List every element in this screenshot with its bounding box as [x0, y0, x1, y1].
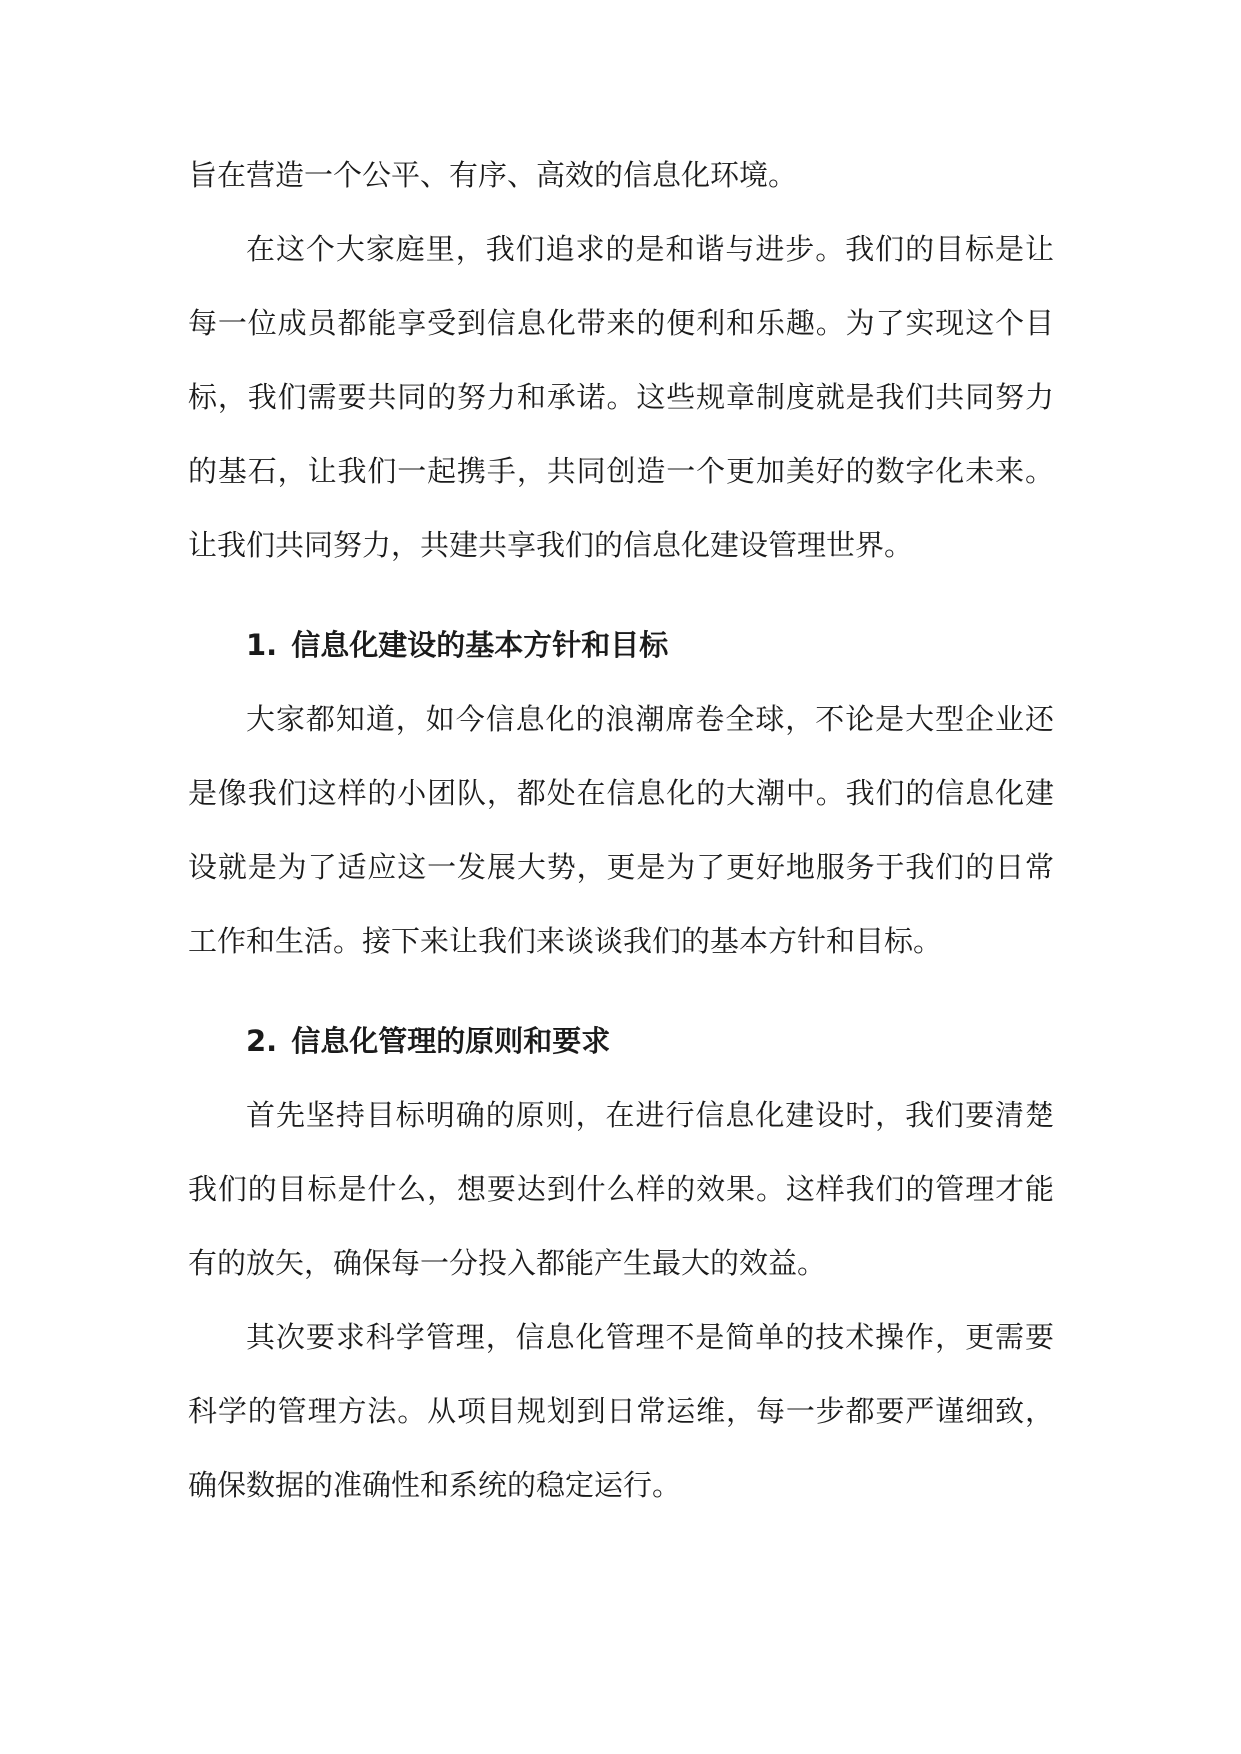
- paragraph-continuation: 旨在营造一个公平、有序、高效的信息化环境。: [188, 158, 798, 192]
- section-number-1: 1.: [246, 628, 278, 662]
- document-body: [188, 138, 1054, 1522]
- paragraph-intro: 在这个大家庭里，我们追求的是和谐与进步。我们的目标是让每一位成员都能享受到信息化带来的便利和乐趣。为了实现这个目标，我们需要共同的努力和承诺。这些规章制度就是我们共同努力的基石，让我们一起携手，共同创造一个更加美好的数字化未来。让我们共同努力，共建共享我们的信息化建设管理世界。: [188, 232, 1054, 562]
- section-heading-1: [188, 608, 1054, 682]
- section-title-1: 信息化建设的基本方针和目标: [291, 628, 669, 662]
- section-title-2: 信息化管理的原则和要求: [291, 1024, 611, 1058]
- section-heading-2: [188, 1004, 1054, 1078]
- section-2-paragraph: 首先坚持目标明确的原则，在进行信息化建设时，我们要清楚我们的目标是什么，想要达到什么样的效果。这样我们的管理才能有的放矢，确保每一分投入都能产生最大的效益。: [188, 1098, 1054, 1280]
- section-number-2: 2.: [246, 1024, 278, 1058]
- section-2-paragraph: 其次要求科学管理，信息化管理不是简单的技术操作，更需要科学的管理方法。从项目规划到日常运维，每一步都要严谨细致，确保数据的准确性和系统的稳定运行。: [188, 1320, 1054, 1502]
- section-1-paragraph: 大家都知道，如今信息化的浪潮席卷全球，不论是大型企业还是像我们这样的小团队，都处在信息化的大潮中。我们的信息化建设就是为了适应这一发展大势，更是为了更好地服务于我们的日常工作和生活。接下来让我们来谈谈我们的基本方针和目标。: [188, 702, 1054, 958]
